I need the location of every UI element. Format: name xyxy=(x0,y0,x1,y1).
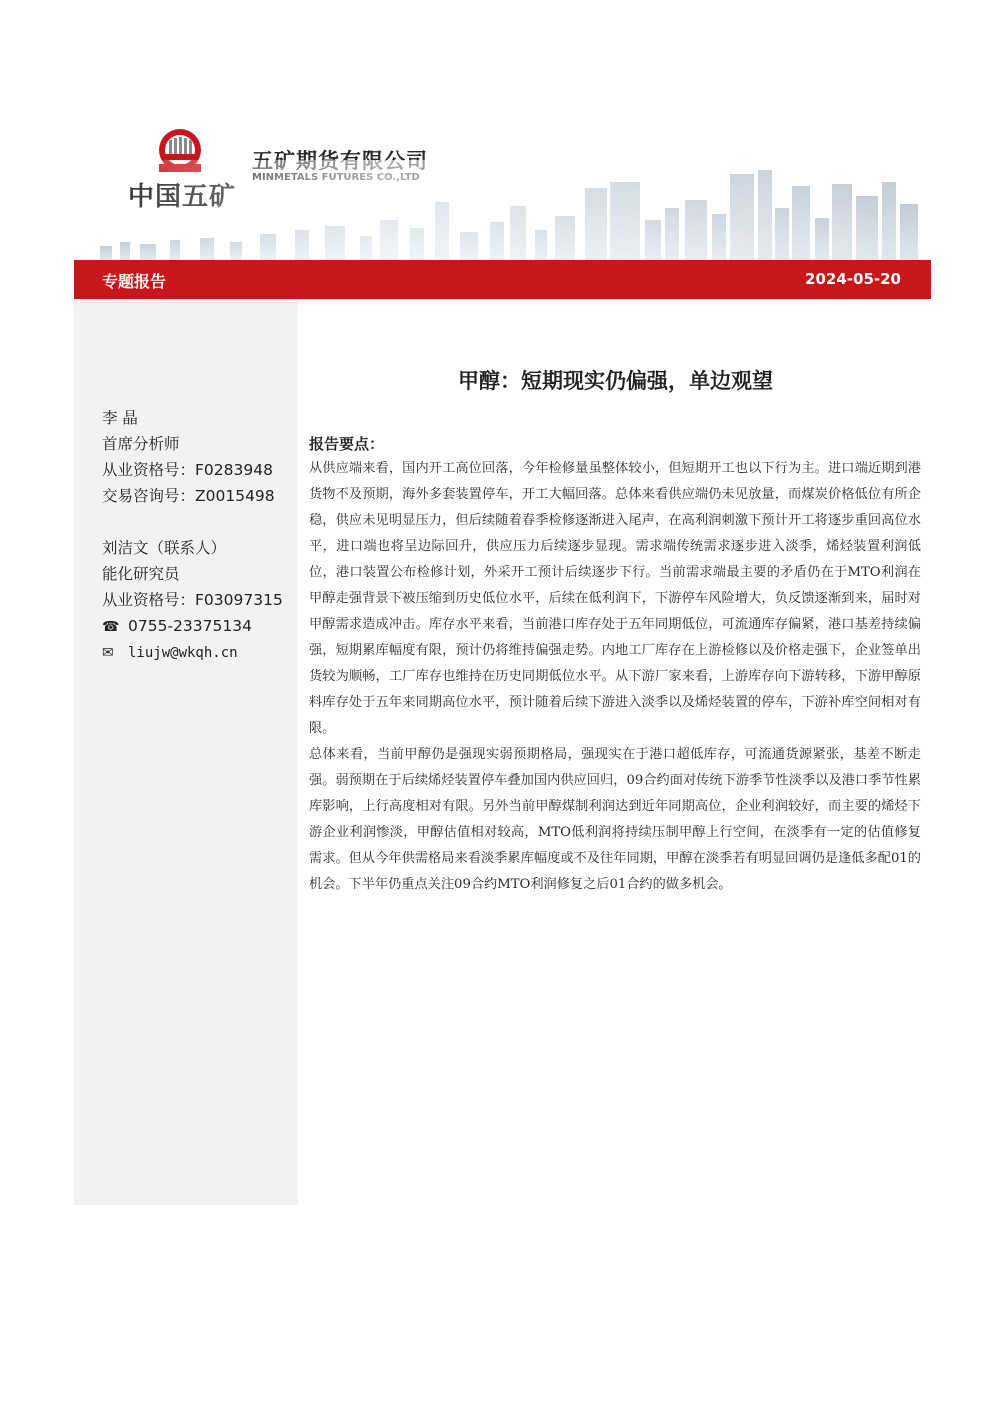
report-type: 专题报告 xyxy=(102,272,167,291)
phone-icon: ☎ xyxy=(102,619,120,635)
email-icon: ✉ xyxy=(102,645,114,661)
report-header-bar xyxy=(74,260,931,299)
email-address[interactable]: liujw@wkqh.cn xyxy=(128,645,238,661)
contact-license: 从业资格号：F03097315 xyxy=(102,591,283,609)
phone-number: 0755-23375134 xyxy=(128,617,252,635)
report-date: 2024-05-20 xyxy=(805,270,901,288)
report-title: 甲醇：短期现实仍偏强，单边观望 xyxy=(458,369,773,393)
analyst-license: 从业资格号：F0283948 xyxy=(102,461,273,479)
city-skyline-image xyxy=(80,160,930,260)
contact-name: 刘洁文（联系人） xyxy=(102,539,227,557)
analyst-advisory-number: 交易咨询号：Z0015498 xyxy=(102,487,275,505)
report-body xyxy=(309,456,921,898)
contact-email[interactable] xyxy=(102,639,283,665)
contact-phone xyxy=(102,613,283,639)
key-points-heading: 报告要点： xyxy=(309,435,385,453)
body-paragraph: 总体来看，当前甲醇仍是强现实弱预期格局，强现实在于港口超低库存，可流通货源紧张，基差不断走强。弱预期在于后续烯烃装置停车叠加国内供应回归，09合约面对传统下游季节性淡季以及港口季节性累库影响，上行高度相对有限。另外当前甲醇煤制利润达到近年同期高位，企业利润较好，而主要的烯烃下游企业利润惨淡，甲醇估值相对较高，MTO低利润将持续压制甲醇上行空间，在淡季有一定的估值修复需求。但从今年供需格局来看淡季累库幅度或不及往年同期，甲醇在淡季若有明显回调仍是逢低多配01的机会。下半年仍重点关注09合约MTO利润修复之后01合约的做多机会。 xyxy=(309,747,921,892)
analyst-name: 李 晶 xyxy=(102,409,138,427)
analyst-title: 首席分析师 xyxy=(102,435,180,453)
author-sidebar xyxy=(74,299,298,1205)
body-paragraph: 从供应端来看，国内开工高位回落，今年检修量虽整体较小，但短期开工也以下行为主。进口端近期到港货物不及预期，海外多套装置停车，开工大幅回落。总体来看供应端仍未见放量，而煤炭价格低位有所企稳，供应未见明显压力，但后续随着春季检修逐渐进入尾声，在高利润刺激下预计开工将逐步重回高位水平，进口端也将呈边际回升，供应压力后续逐步显现。需求端传统需求逐步进入淡季，烯烃装置利润低位，港口装置公布检修计划，外采开工预计后续逐步下行。当前需求端最主要的矛盾仍在于MTO利润在甲醇走强背景下被压缩到历史低位水平，后续在低利润下，下游停车风险增大，负反馈逐渐到来，届时对甲醇需求造成冲击。库存水平来看，当前港口库存处于五年同期低位，可流通库存偏紧，港口基差持续偏强，短期累库幅度有限，预计仍将维持偏强走势。内地工厂库存在上游检修以及价格走强下，企业签单出货较为顺畅，工厂库存也维持在历史同期低位水平。从下游厂家来看，上游库存向下游转移，下游甲醇原料库存处于五年来同期高位水平，预计随着后续下游进入淡季以及烯烃装置的停车，下游补库空间相对有限。 xyxy=(309,461,921,736)
contact-title: 能化研究员 xyxy=(102,565,180,583)
